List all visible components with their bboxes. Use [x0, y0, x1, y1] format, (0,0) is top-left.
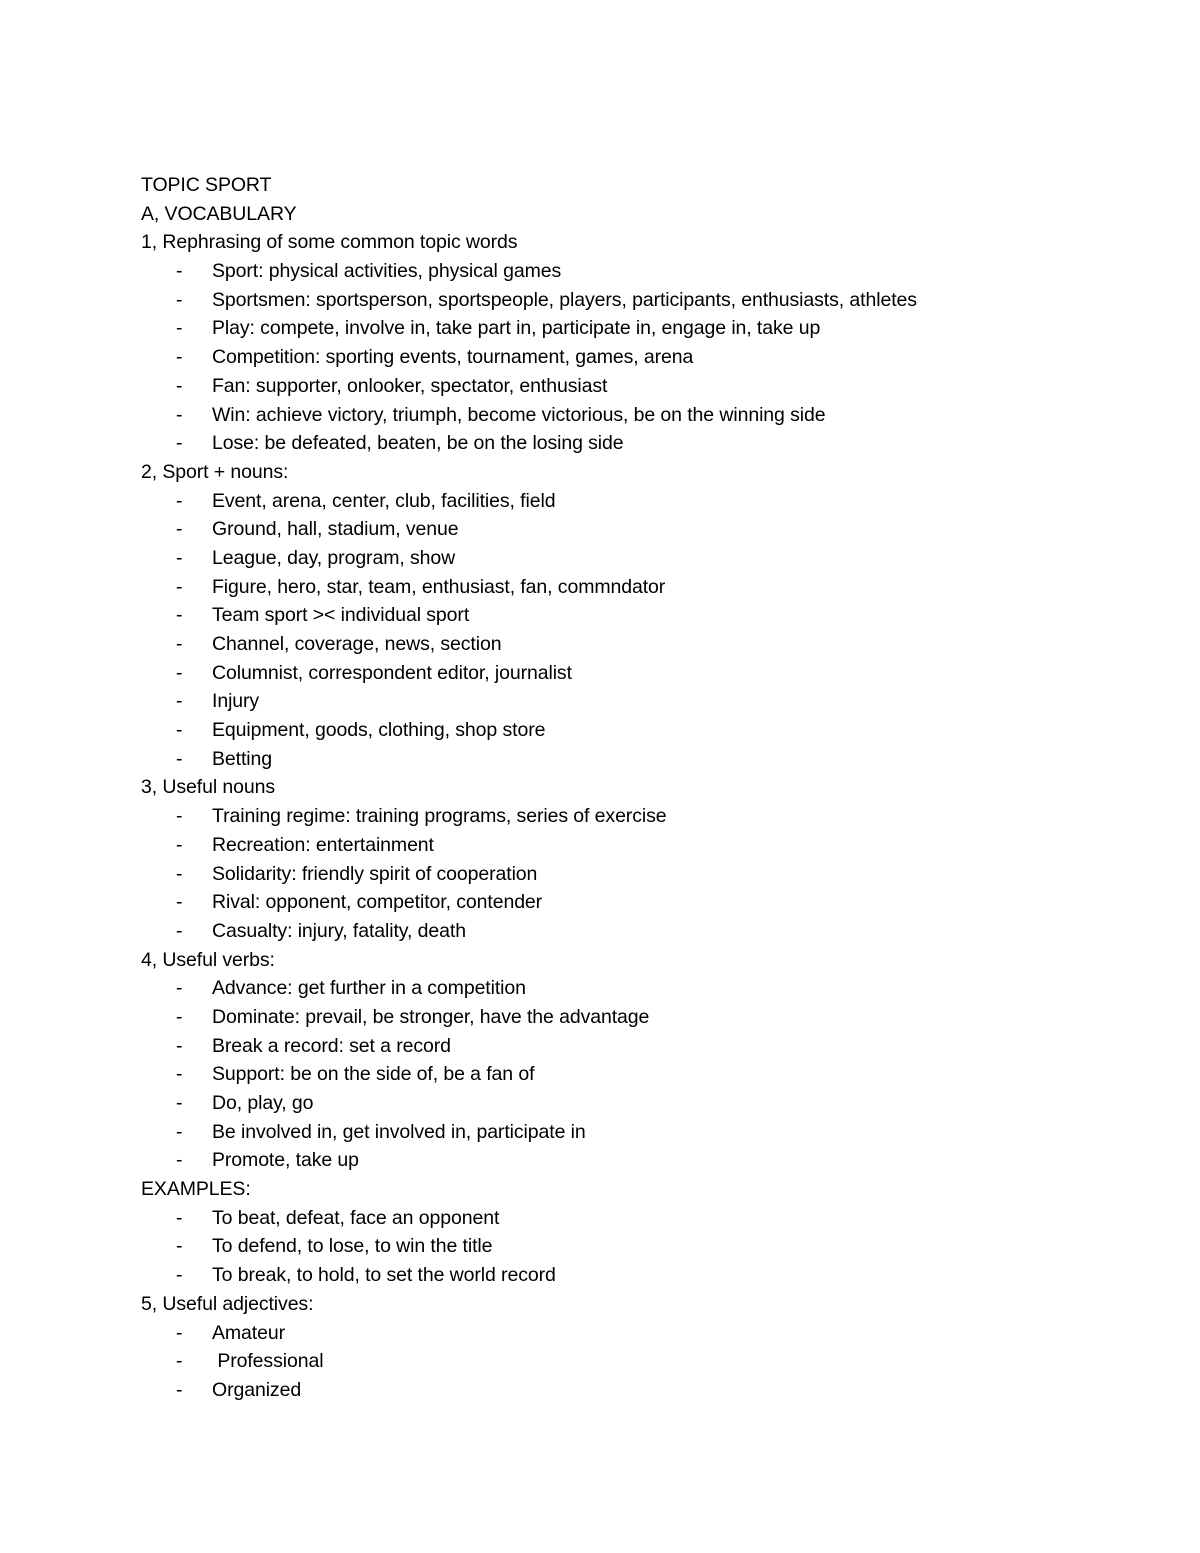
- list-item: [141, 1060, 1141, 1089]
- list-item-text: Organized: [212, 1378, 302, 1401]
- list-item: [141, 544, 1141, 573]
- list-item: [141, 974, 1141, 1003]
- list-item: [141, 1118, 1141, 1147]
- list-item-text: Promote, take up: [212, 1149, 359, 1172]
- list-item: [141, 802, 1141, 831]
- list-item: [141, 917, 1141, 946]
- bullet-dash: -: [176, 518, 183, 541]
- group-heading: 1, Rephrasing of some common topic words: [141, 231, 518, 254]
- section-heading: A, VOCABULARY: [141, 202, 297, 225]
- group-heading: 5, Useful adjectives:: [141, 1292, 314, 1315]
- list-item-text: Rival: opponent, competitor, contender: [212, 891, 543, 914]
- list-item: [141, 601, 1141, 630]
- bullet-dash: -: [176, 432, 183, 455]
- list-item: [141, 659, 1141, 688]
- bullet-dash: -: [176, 719, 183, 742]
- bullet-dash: -: [176, 403, 183, 426]
- list-item: [141, 372, 1141, 401]
- bullet-dash: -: [176, 317, 183, 340]
- list-item-text: Figure, hero, star, team, enthusiast, fan, commndator: [212, 575, 666, 598]
- bullet-dash: -: [176, 346, 183, 369]
- list-item: [141, 401, 1141, 430]
- list-item-text: League, day, program, show: [212, 546, 456, 569]
- document-title: TOPIC SPORT: [141, 174, 272, 196]
- list-item: [141, 573, 1141, 602]
- list-item: [141, 888, 1141, 917]
- bullet-dash: -: [176, 1092, 183, 1114]
- list-item-text: Competition: sporting events, tournament, games, arena: [212, 346, 694, 369]
- group-heading: 3, Useful nouns: [141, 776, 276, 799]
- bullet-dash: -: [176, 833, 183, 856]
- list-item: [141, 860, 1141, 889]
- list-item-text: Training regime: training programs, series of exercise: [212, 805, 667, 828]
- list-item-text: To defend, to lose, to win the title: [212, 1235, 493, 1258]
- bullet-dash: -: [176, 260, 183, 283]
- list-item-text: Be involved in, get involved in, participate in: [212, 1120, 586, 1143]
- list-item-text: Professional: [212, 1350, 324, 1373]
- list-item: [141, 429, 1141, 458]
- list-item: [141, 1003, 1141, 1032]
- list-item-text: Casualty: injury, fatality, death: [212, 919, 466, 942]
- list-item-text: Columnist, correspondent editor, journalist: [212, 661, 572, 684]
- list-item: [141, 1232, 1141, 1261]
- list-item-text: Event, arena, center, club, facilities, field: [212, 489, 556, 512]
- bullet-dash: -: [176, 1321, 183, 1344]
- list-item: [141, 1319, 1141, 1348]
- list-item-text: Channel, coverage, news, section: [212, 633, 502, 655]
- list-item: [141, 1146, 1141, 1175]
- list-item: [141, 487, 1141, 516]
- list-item: [141, 687, 1141, 716]
- bullet-dash: -: [176, 1149, 183, 1172]
- list-item-text: Betting: [212, 747, 273, 770]
- bullet-dash: -: [176, 575, 183, 598]
- list-item: [141, 343, 1141, 372]
- bullet-dash: -: [176, 1005, 183, 1028]
- bullet-dash: -: [176, 977, 183, 1000]
- list-item: [141, 1376, 1141, 1405]
- list-item: [141, 515, 1141, 544]
- list-item-text: Ground, hall, stadium, venue: [212, 518, 459, 541]
- list-item-text: Dominate: prevail, be stronger, have the advantage: [212, 1005, 650, 1028]
- list-item: [141, 257, 1141, 286]
- list-item-text: Sport: physical activities, physical games: [212, 260, 562, 283]
- list-item-text: Do, play, go: [212, 1092, 314, 1114]
- group-heading: 4, Useful verbs:: [141, 948, 275, 971]
- group-heading: EXAMPLES:: [141, 1178, 251, 1201]
- list-item-text: To beat, defeat, face an opponent: [212, 1206, 500, 1229]
- bullet-dash: -: [176, 1120, 183, 1143]
- list-item: [141, 1261, 1141, 1290]
- list-item: [141, 1347, 1141, 1376]
- bullet-dash: -: [176, 747, 183, 770]
- bullet-dash: -: [176, 1034, 183, 1057]
- list-item-text: Solidarity: friendly spirit of cooperation: [212, 862, 538, 885]
- list-item-text: Play: compete, involve in, take part in, participate in, engage in, take up: [212, 317, 821, 340]
- bullet-dash: -: [176, 661, 183, 684]
- bullet-dash: -: [176, 633, 183, 655]
- list-item-text: Sportsmen: sportsperson, sportspeople, players, participants, enthusiasts, athletes: [212, 288, 917, 311]
- vocabulary-groups: [141, 228, 1141, 1404]
- list-item-text: Support: be on the side of, be a fan of: [212, 1063, 535, 1086]
- list-item: [141, 314, 1141, 343]
- list-item-text: Injury: [212, 690, 260, 713]
- list-item-text: Team sport >< individual sport: [212, 604, 470, 627]
- list-item-text: To break, to hold, to set the world record: [212, 1264, 556, 1287]
- bullet-dash: -: [176, 862, 183, 885]
- bullet-dash: -: [176, 1063, 183, 1086]
- bullet-dash: -: [176, 546, 183, 569]
- list-item-text: Advance: get further in a competition: [212, 977, 526, 1000]
- bullet-dash: -: [176, 1350, 183, 1373]
- list-item: [141, 1089, 1141, 1118]
- list-item-text: Win: achieve victory, triumph, become victorious, be on the winning side: [212, 403, 826, 426]
- list-item: [141, 831, 1141, 860]
- bullet-dash: -: [176, 690, 183, 713]
- bullet-dash: -: [176, 1235, 183, 1258]
- list-item: [141, 1204, 1141, 1233]
- bullet-dash: -: [176, 1206, 183, 1229]
- bullet-dash: -: [176, 604, 183, 627]
- bullet-dash: -: [176, 374, 183, 397]
- list-item-text: Fan: supporter, onlooker, spectator, enthusiast: [212, 374, 608, 397]
- bullet-dash: -: [176, 891, 183, 914]
- list-item: [141, 1032, 1141, 1061]
- list-item-text: Equipment, goods, clothing, shop store: [212, 719, 546, 742]
- list-item-text: Amateur: [212, 1321, 285, 1344]
- group-heading: 2, Sport + nouns:: [141, 460, 289, 483]
- document-body: [141, 171, 1141, 1405]
- bullet-dash: -: [176, 288, 183, 311]
- list-item-text: Break a record: set a record: [212, 1034, 451, 1057]
- list-item-text: Lose: be defeated, beaten, be on the losing side: [212, 432, 624, 455]
- bullet-dash: -: [176, 1264, 183, 1287]
- list-item-text: Recreation: entertainment: [212, 833, 434, 856]
- bullet-dash: -: [176, 805, 183, 828]
- list-item: [141, 630, 1141, 659]
- list-item: [141, 286, 1141, 315]
- list-item: [141, 745, 1141, 774]
- bullet-dash: -: [176, 489, 183, 512]
- bullet-dash: -: [176, 919, 183, 942]
- list-item: [141, 716, 1141, 745]
- bullet-dash: -: [176, 1378, 183, 1401]
